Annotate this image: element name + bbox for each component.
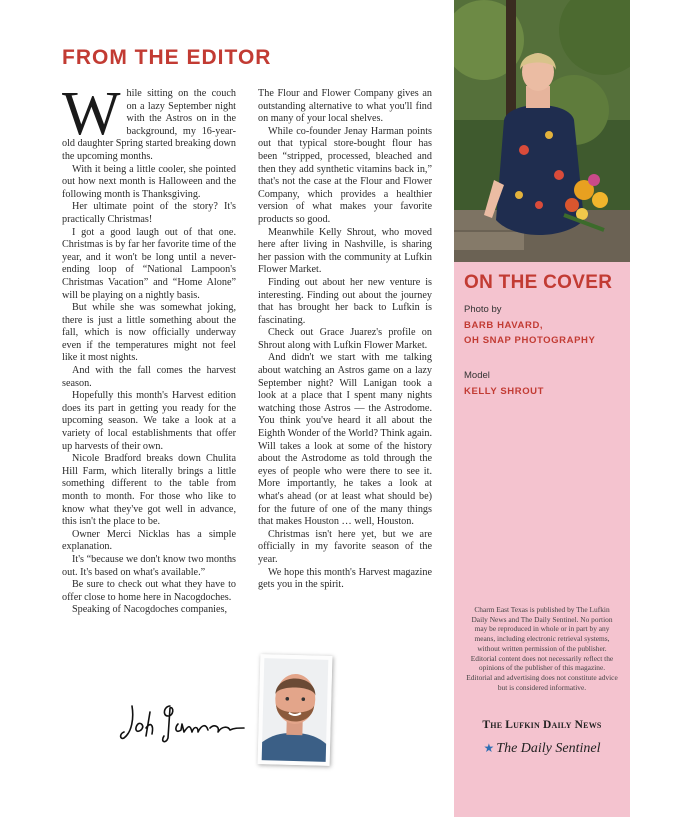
daily-sentinel-logo: ★ The Daily Sentinel <box>483 741 601 756</box>
article-paragraph: But while she was somewhat joking, there is just a little something about the fall, which is now officially underway even if the temperatures might not feel like it most nights. <box>62 302 236 364</box>
article-paragraph: The Flour and Flower Company gives an outstanding alternative to what you'll find on many of your local shelves. <box>258 88 432 125</box>
article-paragraph: While co-founder Jenay Harman points out that typical store-bought flour has been “stripped, processed, bleached and then they add synthetic vitamins back in,” that's not the case at the Flour and Flower Company, which provides a healthier version of what makes your favorite products so good. <box>258 125 432 225</box>
page-title: FROM THE EDITOR <box>62 46 272 69</box>
editor-headshot <box>258 654 333 766</box>
article-paragraph: Meanwhile Kelly Shrout, who moved here after living in Nashville, is sharing her passion with the community at Lufkin Flower Market. <box>258 226 432 276</box>
article-paragraph: Christmas isn't here yet, but we are officially in my favorite season of the year. <box>258 528 432 565</box>
editor-column-right <box>258 88 432 592</box>
article-paragraph: We hope this month's Harvest magazine gets you in the spirit. <box>258 566 432 591</box>
article-paragraph: Be sure to check out what they have to offer close to home here in Nacogdoches. <box>62 579 236 603</box>
article-paragraph: It's “because we don't know two months out. It's based on what's available.” <box>62 553 236 578</box>
article-paragraph: Nicole Bradford breaks down Chulita Hill Farm, which literally brings a little something different to the table from month to month. For those who like to know what they've got well in advance, this isn't the place to be. <box>62 453 236 528</box>
editor-column-left <box>62 80 236 617</box>
model-name: KELLY SHROUT <box>464 386 545 397</box>
editor-signature <box>118 698 248 746</box>
article-paragraph: While sitting on the couch on a lazy September night with the Astros on in the background, my 16-year-old daughter Spring started breaking down the upcoming months. <box>62 80 236 162</box>
photo-label: Photo by <box>464 304 502 315</box>
photographer-company: OH SNAP PHOTOGRAPHY <box>464 335 596 346</box>
lufkin-daily-news-logo: The Lufkin Daily News <box>482 719 602 731</box>
cover-sidebar <box>454 0 630 817</box>
article-paragraph: Check out Grace Juarez's profile on Shrout along with Lufkin Flower Market. <box>258 327 432 351</box>
publisher-disclaimer: Charm East Texas is published by The Lufkin Daily News and The Daily Sentinel. No portion may be reproduced in whole or in part by any means, including electronic retrieval systems, without written permission of the publisher. Editorial content does not necessarily reflect the opinions of the publisher of this magazine. Editorial and advertising does not constitute advice but is considered informative. <box>466 605 618 692</box>
article-paragraph: I got a good laugh out of that one. Christmas is by far her favorite time of the year, and it won't be long until a never-ending loop of “National Lampoon's Christmas Vacation” and “Home Alone” will be playing on a nightly basis. <box>62 226 236 301</box>
photographer-name: BARB HAVARD, <box>464 320 544 331</box>
star-icon: ★ <box>483 741 495 755</box>
cover-heading: ON THE COVER <box>464 272 613 293</box>
article-paragraph: And with the fall comes the harvest season. <box>62 365 236 389</box>
article-paragraph: And didn't we start with me talking about watching an Astros game on a lazy September night? Will Lanigan took a look at a place that I spent many nights watching those Astros — the Astrodome. You think you've heard it all about the Eighth Wonder of the World? Think again. Will takes a look at some of the history about the Astrodome as told through the eyes of people who were there to see it. More importantly, he takes a look at what's ahead (or at least what should be) for the future of one of the many things that makes Houston … well, Houston. <box>258 352 432 528</box>
article-paragraph: Hopefully this month's Harvest edition does its part in getting you ready for the upcoming season. We take a look at a variety of local establishments that offer up harvests of their own. <box>62 390 236 452</box>
drop-cap: W <box>62 80 121 148</box>
article-paragraph: Speaking of Nacogdoches companies, <box>72 604 228 616</box>
article-paragraph: Finding out about her new venture is interesting. Finding out about the journey that has brought her back to Lufkin is fascinating. <box>258 276 432 326</box>
article-paragraph: With it being a little cooler, she pointed out how next month is Halloween and the following month is Thanksgiving. <box>62 163 236 200</box>
article-paragraph: Owner Merci Nicklas has a simple explanation. <box>62 528 236 553</box>
model-label: Model <box>464 370 490 381</box>
article-paragraph: Her ultimate point of the story? It's practically Christmas! <box>62 201 236 225</box>
cover-photo <box>454 0 630 262</box>
